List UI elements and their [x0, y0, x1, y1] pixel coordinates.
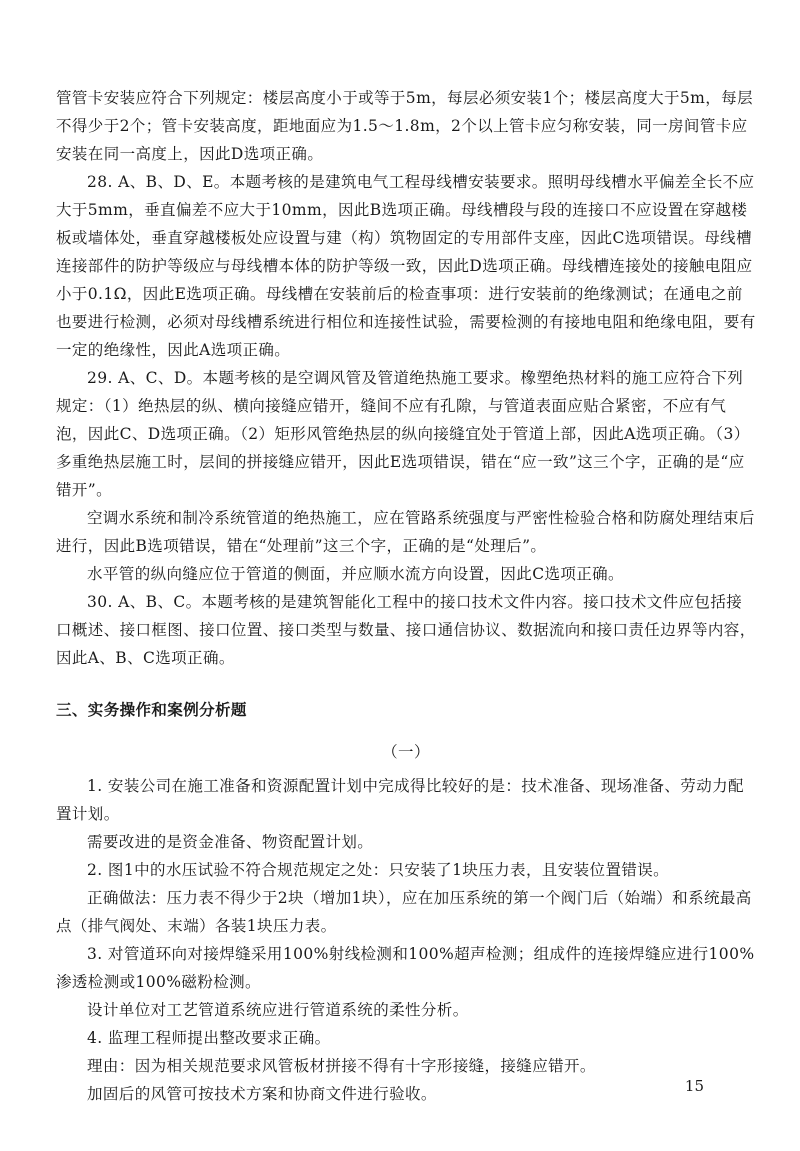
paragraph: 1. 安装公司在施工准备和资源配置计划中完成得比较好的是：技术准备、现场准备、劳动力配置计划。: [56, 777, 744, 823]
case-answers-block: [56, 772, 756, 1108]
paragraph: 水平管的纵向缝应位于管道的侧面，并应顺水流方向设置，因此C选项正确。: [87, 565, 624, 583]
paragraph: 正确做法：压力表不得少于2块（增加1块），应在加压系统的第一个阀门后（始端）和系统最高点（排气阀处、末端）各装1块压力表。: [56, 889, 752, 935]
paragraph: 29. A、C、D。本题考核的是空调风管及管道绝热施工要求。橡塑绝热材料的施工应符合下列规定：（1）绝热层的纵、横向接缝应错开，缝间不应有孔隙，与管道表面应贴合紧密，不应有气泡，因此C、D选项正确。（2）矩形风管绝热层的纵向接缝宜处于管道上部，因此A选项正确。（3）多重绝热层施工时，层间的拼接缝应错开，因此E选项错误，错在“应一致”这三个字，正确的是“应错开”。: [56, 369, 750, 499]
paragraph: 30. A、B、C。本题考核的是建筑智能化工程中的接口技术文件内容。接口技术文件应包括接口概述、接口框图、接口位置、接口类型与数量、接口通信协议、数据流向和接口责任边界等内容，因此A、B、C选项正确。: [56, 593, 756, 667]
paragraph: 加固后的风管可按技术方案和协商文件进行验收。: [87, 1085, 437, 1103]
paragraph: 设计单位对工艺管道系统应进行管道系统的柔性分析。: [87, 1001, 469, 1019]
paragraph: 空调水系统和制冷系统管道的绝热施工，应在管路系统强度与严密性检验合格和防腐处理结束后进行，因此B选项错误，错在“处理前”这三个字，正确的是“处理后”。: [56, 509, 755, 555]
paragraph: 理由：因为相关规范要求风管板材拼接不得有十字形接缝，接缝应错开。: [87, 1057, 596, 1075]
paragraph: 需要改进的是资金准备、物资配置计划。: [87, 833, 374, 851]
paragraph: 管管卡安装应符合下列规定：楼层高度小于或等于5m，每层必须安装1个；楼层高度大于5m，每层不得少于2个；管卡安装高度，距地面应为1.5～1.8m，2个以上管卡应匀称安装，同一房间管卡应安装在同一高度上，因此D选项正确。: [56, 89, 753, 163]
paragraph: 4. 监理工程师提出整改要求正确。: [87, 1029, 331, 1047]
page-content: [56, 84, 756, 1108]
page-number: 15: [684, 1077, 704, 1095]
paragraph: 3. 对管道环向对接焊缝采用100%射线检测和100%超声检测；组成件的连接焊缝应进行100%渗透检测或100%磁粉检测。: [56, 945, 755, 991]
paragraph: 28. A、B、D、E。本题考核的是建筑电气工程母线槽安装要求。照明母线槽水平偏差全长不应大于5mm，垂直偏差不应大于10mm，因此B选项正确。母线槽段与段的连接口不应设置在穿越楼板或墙体处，垂直穿越楼板处应设置与建（构）筑物固定的专用部件支座，因此C选项错误。母线槽连接部件的防护等级应与母线槽本体的防护等级一致，因此D选项正确。母线槽连接处的接触电阻应小于0.1Ω，因此E选项正确。母线槽在安装前后的检查事项：进行安装前的绝缘测试；在通电之前也要进行检测，必须对母线槽系统进行相位和连接性试验，需要检测的有接地电阻和绝缘电阻，要有一定的绝缘性，因此A选项正确。: [56, 173, 756, 359]
answers-block: [56, 84, 756, 672]
section-heading: 三、实务操作和案例分析题: [56, 701, 247, 719]
paragraph: 2. 图1中的水压试验不符合规范规定之处：只安装了1块压力表，且安装位置错误。: [87, 861, 670, 879]
sub-heading: （一）: [382, 743, 430, 761]
